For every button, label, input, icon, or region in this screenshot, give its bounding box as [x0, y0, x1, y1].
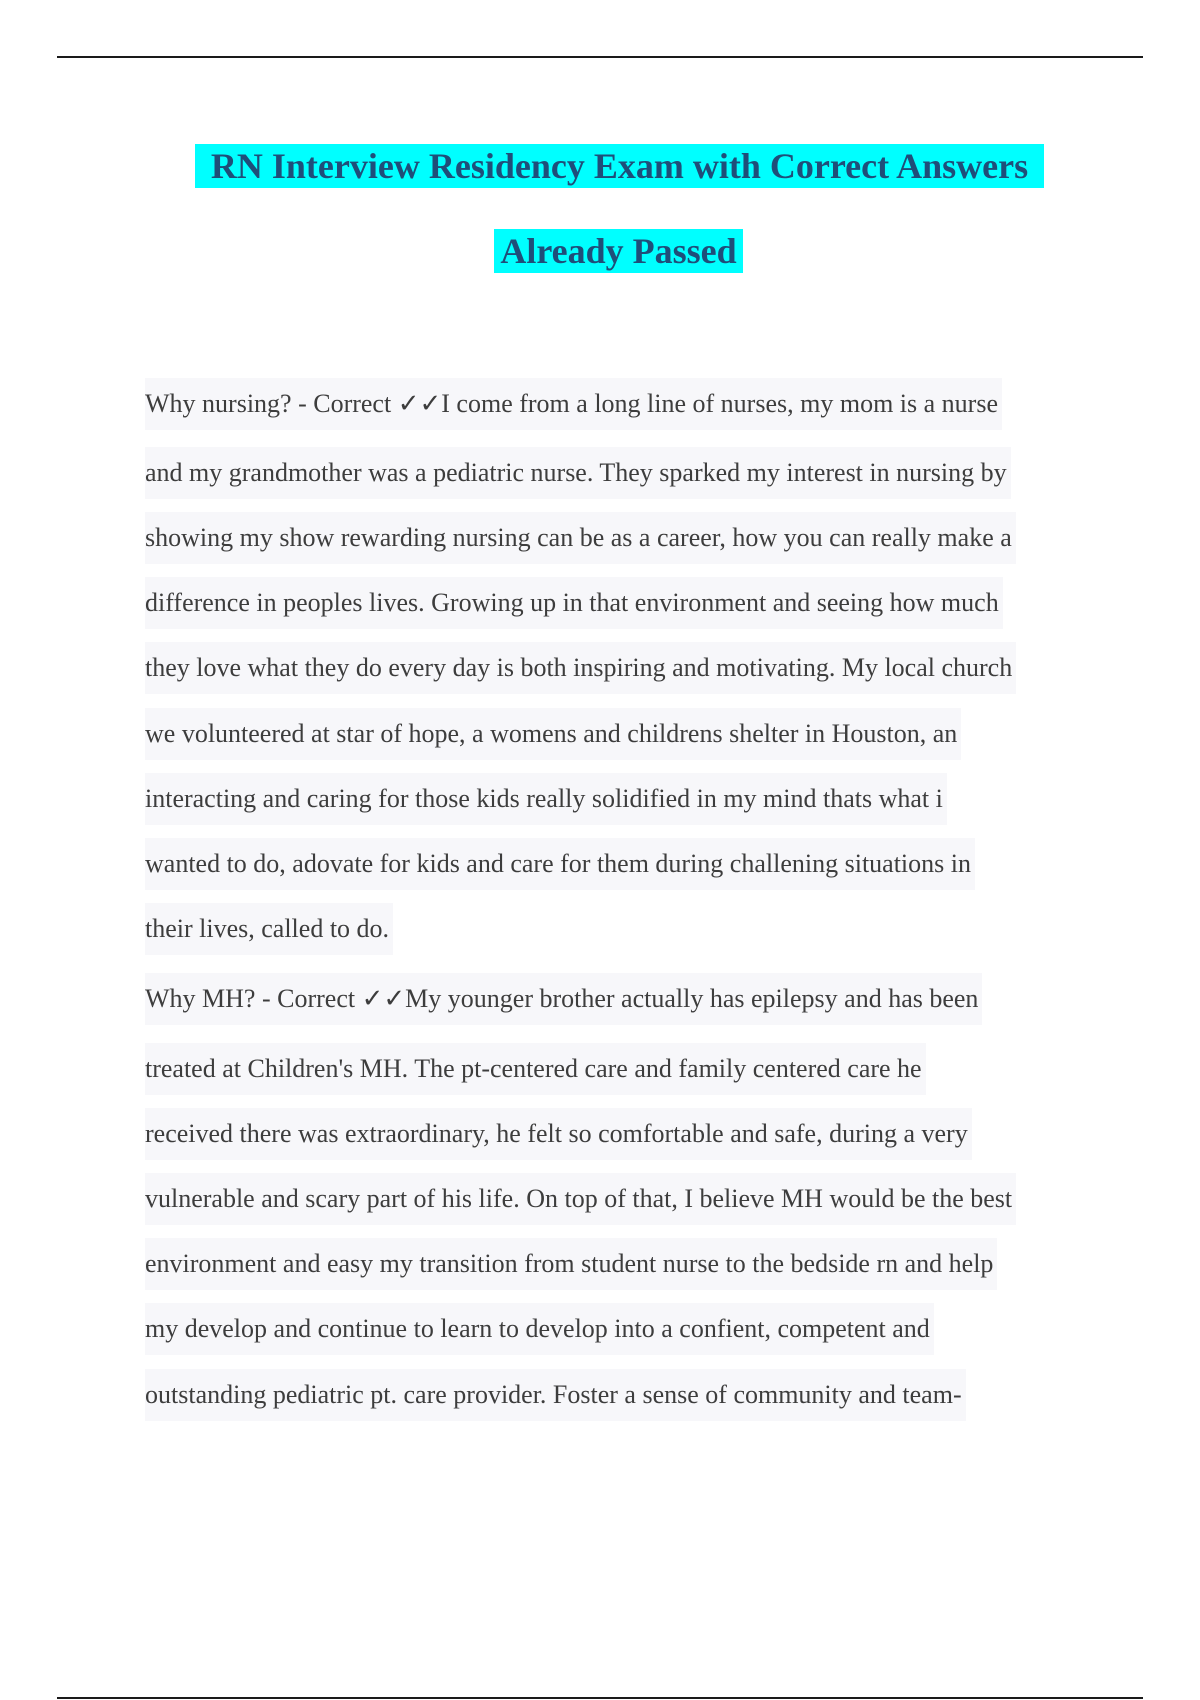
- body-line: outstanding pediatric pt. care provider. Foster a sense of community and team-: [145, 1369, 966, 1421]
- body-line: and my grandmother was a pediatric nurse. They sparked my interest in nursing by: [145, 447, 1011, 499]
- title-line-2: Already Passed: [494, 229, 743, 273]
- body-line: interacting and caring for those kids really solidified in my mind thats what i: [145, 773, 947, 825]
- body-line: showing my show rewarding nursing can be as a career, how you can really make a: [145, 512, 1016, 564]
- body-line: my develop and continue to learn to develop into a confient, competent and: [145, 1303, 934, 1355]
- body-line: we volunteered at star of hope, a womens and childrens shelter in Houston, an: [145, 708, 961, 760]
- body-line: treated at Children's MH. The pt-centered care and family centered care he: [145, 1043, 926, 1095]
- body-line: they love what they do every day is both inspiring and motivating. My local church: [145, 642, 1016, 694]
- footer-rule: [57, 1697, 1143, 1699]
- header-rule: [57, 56, 1143, 58]
- title-line-1: RN Interview Residency Exam with Correct Answers: [195, 144, 1044, 188]
- body-line: received there was extraordinary, he felt so comfortable and safe, during a very: [145, 1108, 972, 1160]
- body-line: vulnerable and scary part of his life. On top of that, I believe MH would be the best: [145, 1173, 1016, 1225]
- body-line: environment and easy my transition from student nurse to the bedside rn and help: [145, 1238, 997, 1290]
- body-line: Why nursing? - Correct ✓✓I come from a long line of nurses, my mom is a nurse: [145, 378, 1002, 430]
- body-line: Why MH? - Correct ✓✓My younger brother actually has epilepsy and has been: [145, 973, 982, 1025]
- body-line: wanted to do, adovate for kids and care for them during challening situations in: [145, 838, 975, 890]
- body-line: difference in peoples lives. Growing up in that environment and seeing how much: [145, 577, 1003, 629]
- body-line: their lives, called to do.: [145, 903, 393, 955]
